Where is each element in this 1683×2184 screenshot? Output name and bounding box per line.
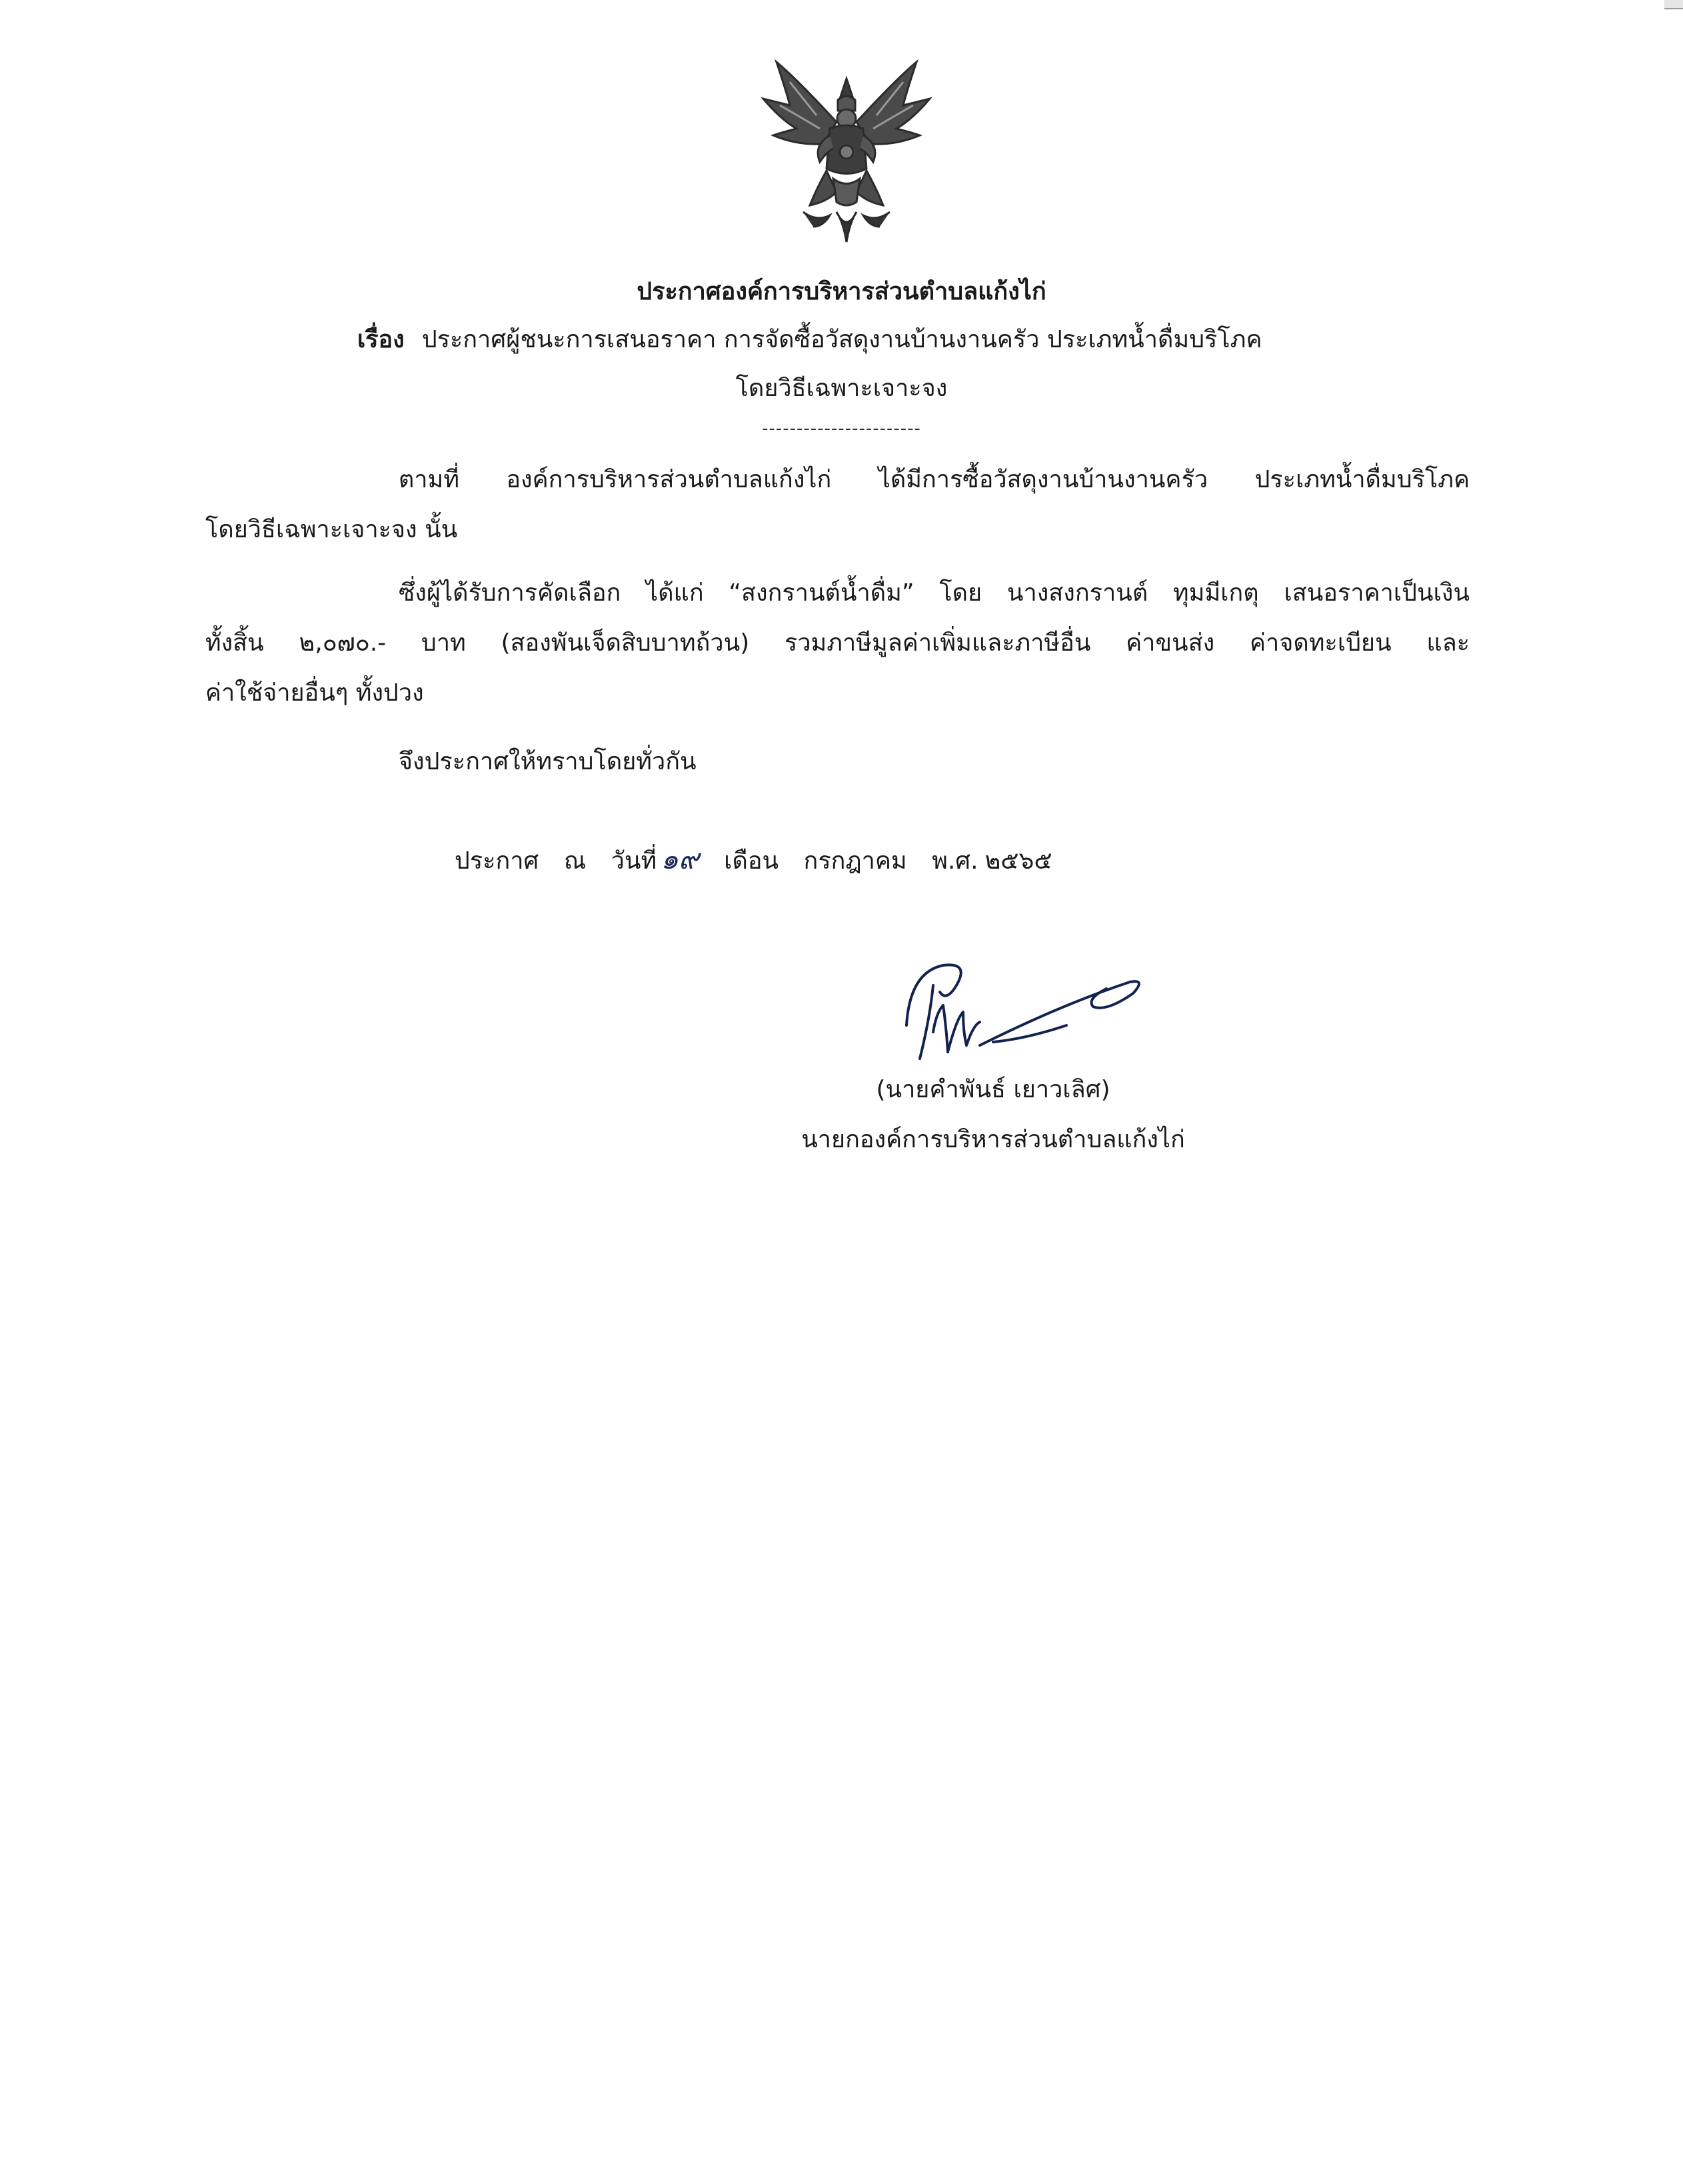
paragraph3: จึงประกาศให้ทราบโดยทั่วกัน <box>399 748 697 775</box>
signer-name: (นายคำพันธ์ เยาวเลิศ) <box>876 1076 1110 1103</box>
divider: ----------------------- <box>762 419 921 439</box>
paragraph1-line2: โดยวิธีเฉพาะเจาะจง นั้น <box>205 516 458 543</box>
scan-edge-mark <box>1664 0 1683 9</box>
paragraph2-line3: ค่าใช้จ่ายอื่นๆ ทั้งปวง <box>205 679 424 707</box>
announcement-date <box>455 843 1070 878</box>
subject-label: เรื่อง <box>357 326 405 353</box>
year-label: พ.ศ. <box>932 847 978 875</box>
paragraph2-line2: ทั้งสิ้น ๒,๐๗๐.- บาท (สองพันเจ็ดสิบบาทถ้วน) รวมภาษีมูลค่าเพิ่มและภาษีอื่น ค่าขนส่ง ค่าจดทะเบียน และ <box>205 629 1470 657</box>
year-value: ๒๕๖๕ <box>984 847 1052 875</box>
date-label: ประกาศ <box>455 847 539 875</box>
signer-position: นายกองค์การบริหารส่วนตำบลแก้งไก่ <box>801 1126 1185 1153</box>
date-at: ณ <box>563 847 587 875</box>
handwritten-signature-icon <box>893 945 1146 1072</box>
month-label: เดือน <box>724 847 779 875</box>
subject-method: โดยวิธีเฉพาะเจาะจง <box>735 375 948 402</box>
announcement-title: ประกาศองค์การบริหารส่วนตำบลแก้งไก่ <box>637 278 1046 305</box>
day-label: วันที่ <box>611 847 657 875</box>
garuda-emblem-icon <box>750 52 943 245</box>
subject-text: ประกาศผู้ชนะการเสนอราคา การจัดซื้อวัสดุงานบ้านงานครัว ประเภทน้ำดื่มบริโภค <box>421 326 1262 353</box>
paragraph2-line1: ซึ่งผู้ได้รับการคัดเลือก ได้แก่ “สงกรานต์น้ำดื่ม” โดย นางสงกรานต์ ทุมมีเกตุ เสนอราคาเป็นเงิน <box>399 579 1470 607</box>
month-value: กรกฎาคม <box>803 847 907 875</box>
subject-line <box>357 323 1262 357</box>
day-value: ๑๙ <box>661 843 699 875</box>
paragraph1-line1: ตามที่ องค์การบริหารส่วนตำบลแก้งไก่ ได้มีการซื้อวัสดุงานบ้านงานครัว ประเภทน้ำดื่มบริโภค <box>399 466 1470 493</box>
